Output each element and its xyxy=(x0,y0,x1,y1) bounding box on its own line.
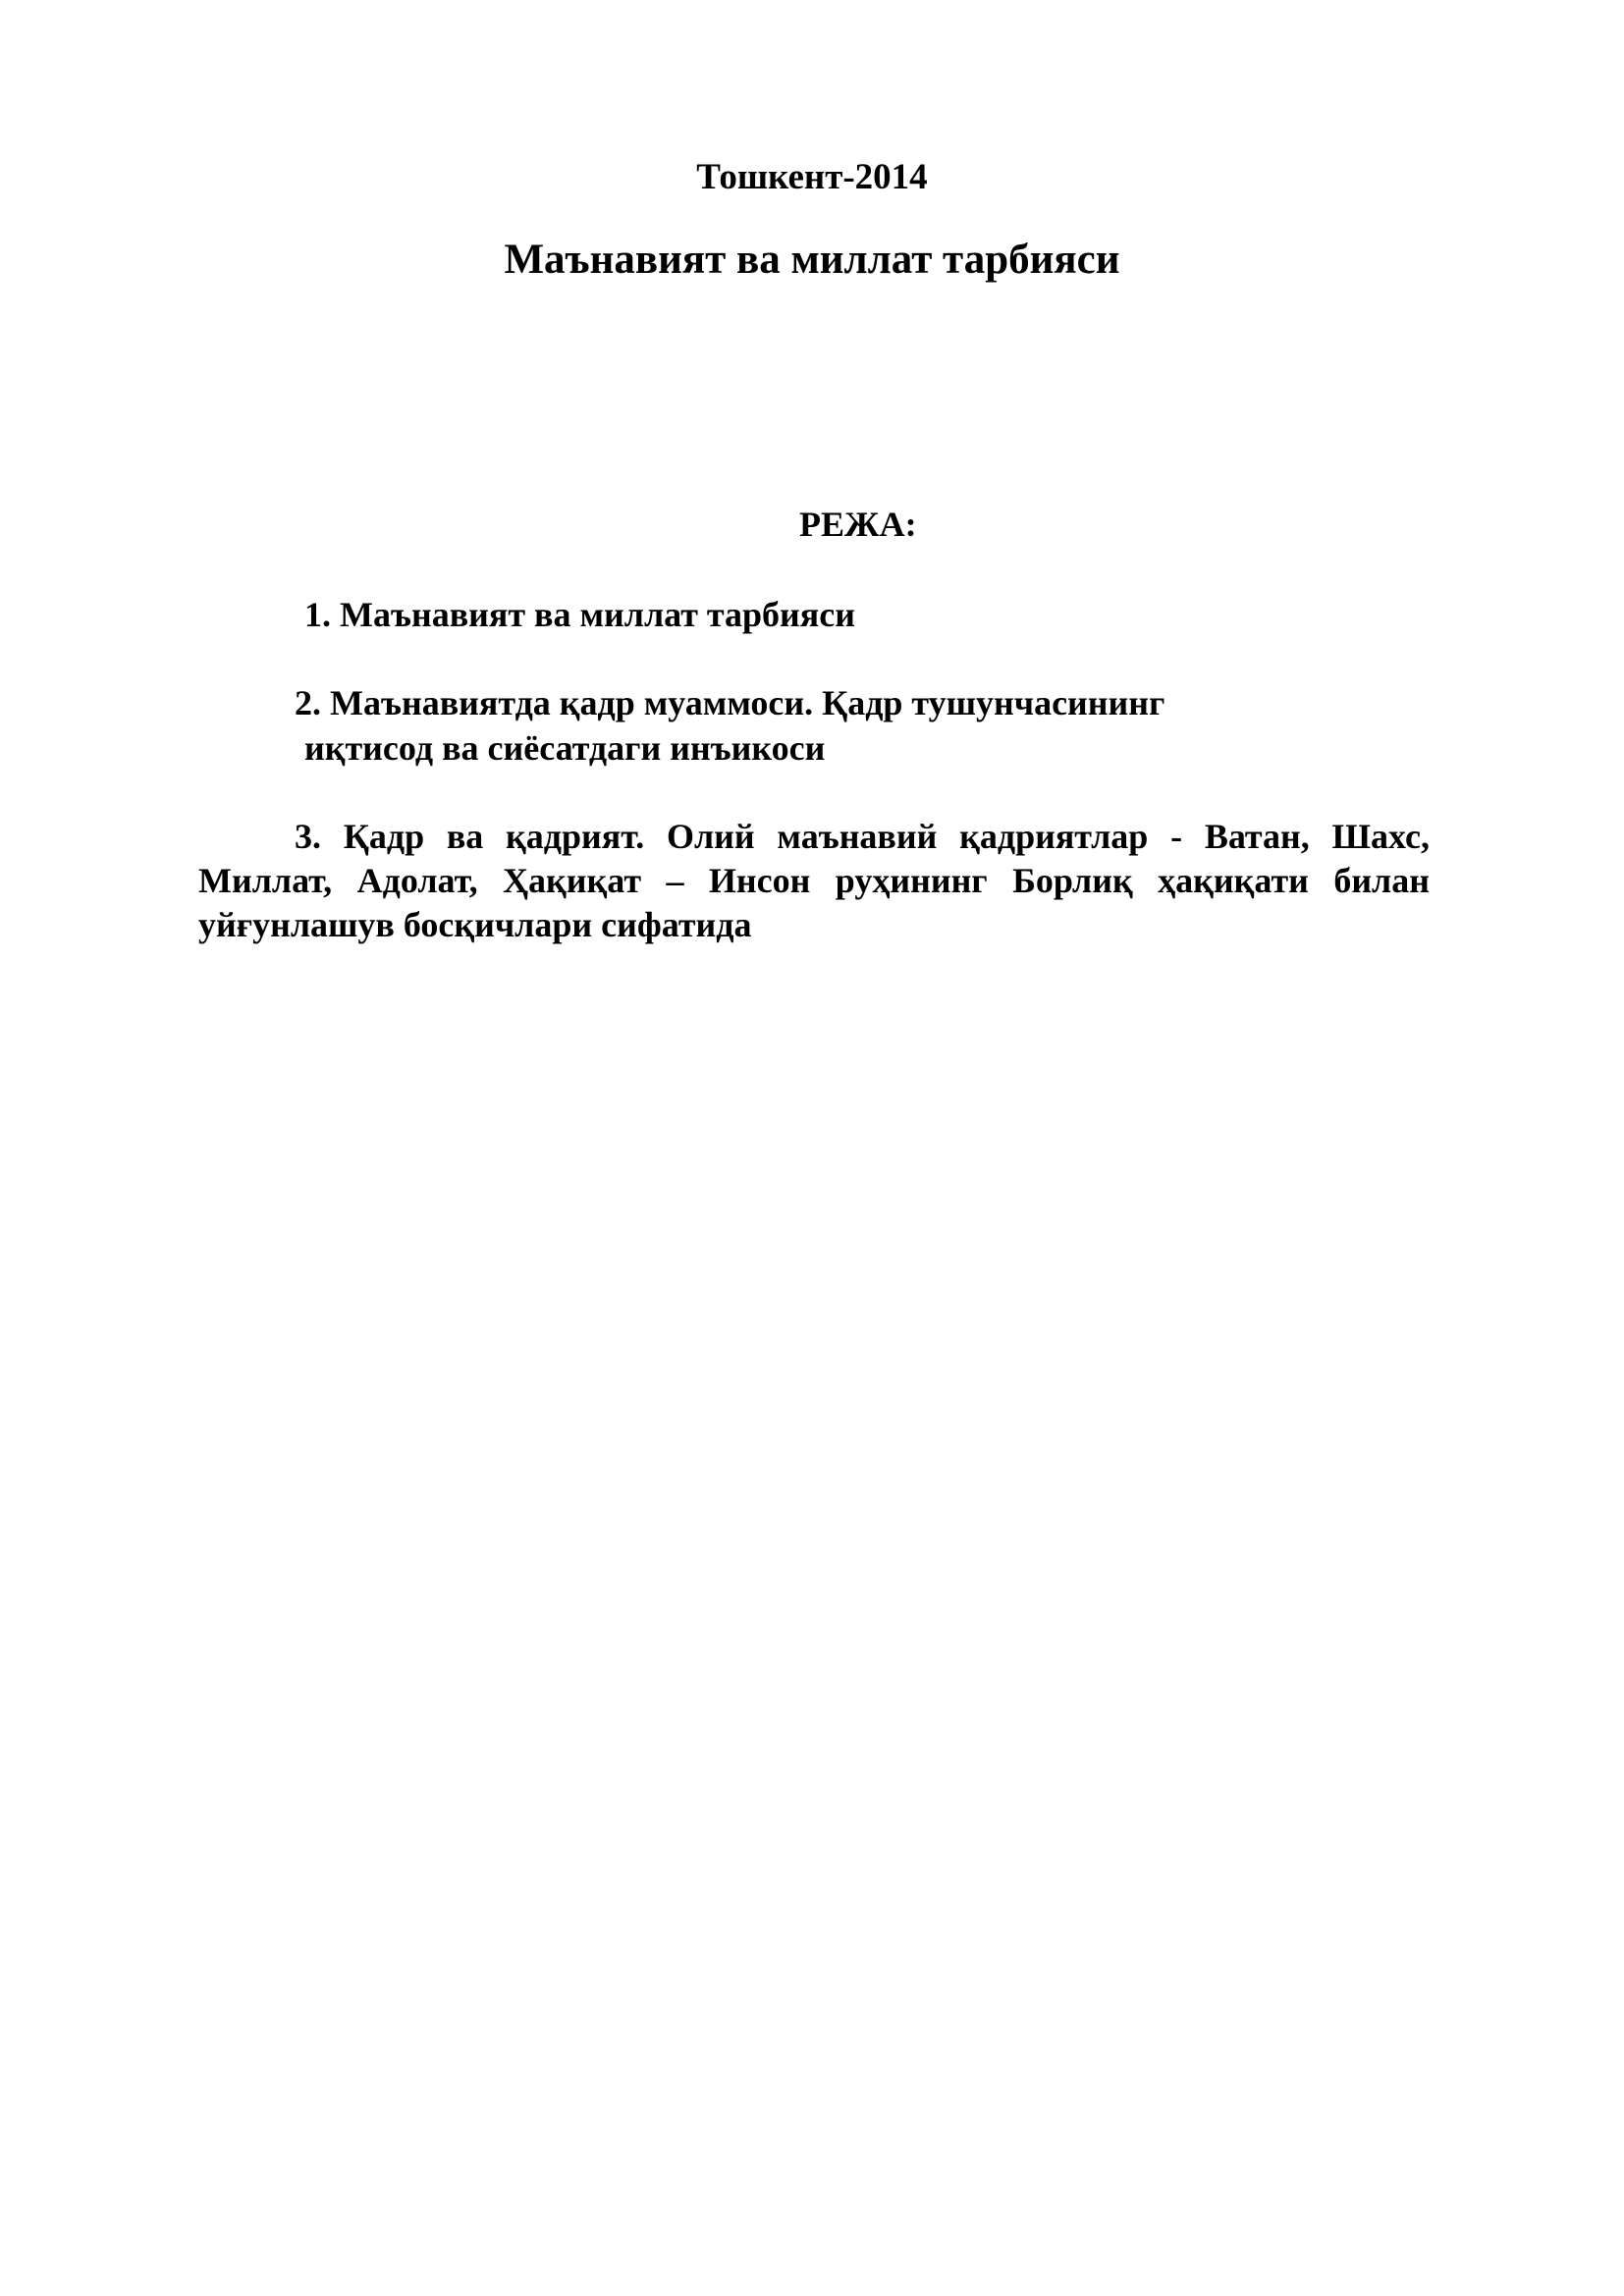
plan-heading: РЕЖА: xyxy=(799,505,917,544)
plan-item-1: 1. Маънавият ва миллат тарбияси xyxy=(304,595,855,634)
plan-item-2-line-2: иқтисод ва сиёсатдаги инъикоси xyxy=(304,728,826,768)
plan-item-3: 3. Қадр ва қадрият. Олий маънавий қадриятлар - Ватан, Шахс, Миллат, Адолат, Ҳақиқат – Инсон руҳининг Борлиқ ҳақиқати билан уйғунлашув босқичлари сифатида xyxy=(198,817,1430,944)
plan-item-2-line-1: 2. Маънавиятда қадр муаммоси. Қадр тушунчасининг xyxy=(295,683,1165,722)
city-year: Тошкент-2014 xyxy=(696,157,928,197)
document-title: Маънавият ва миллат тарбияси xyxy=(504,237,1120,283)
